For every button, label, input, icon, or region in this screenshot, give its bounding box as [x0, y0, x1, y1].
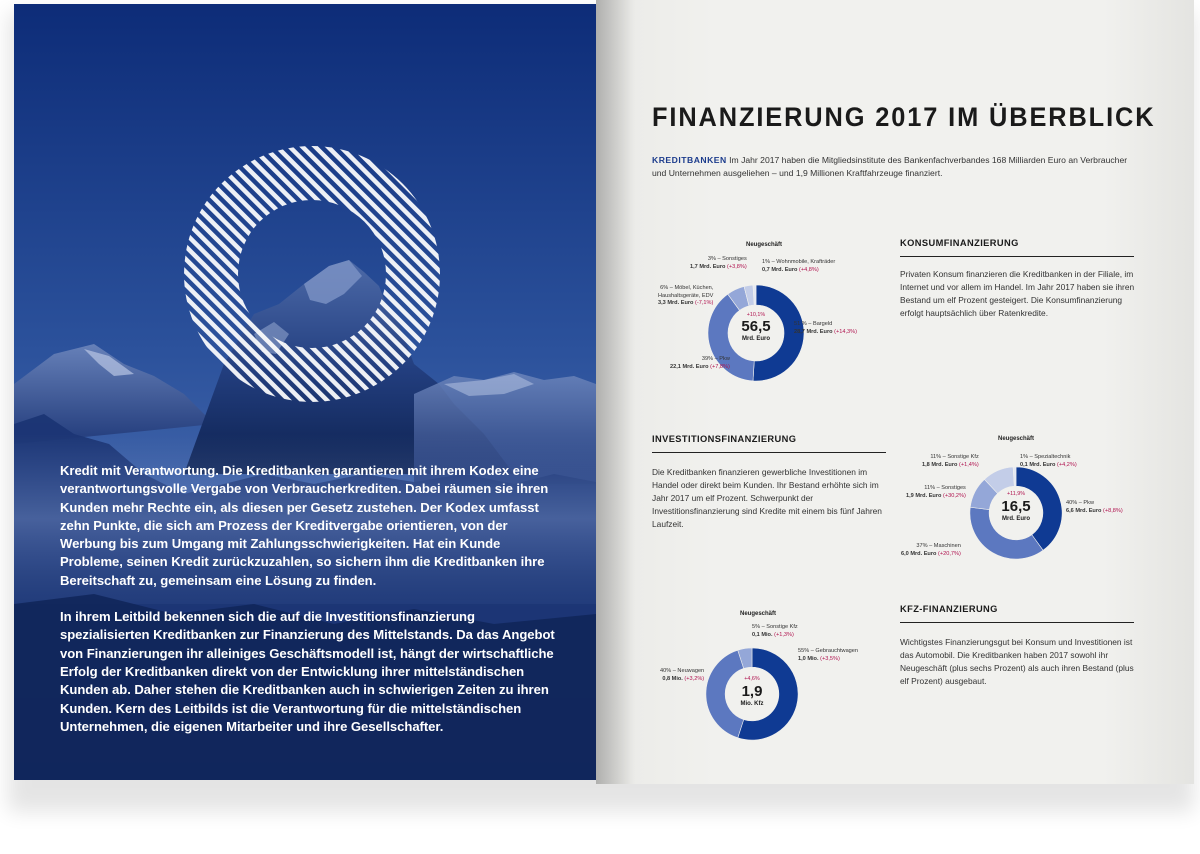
- intro-keyword: KREDITBANKEN: [652, 155, 727, 165]
- paragraph-leitbild: In ihrem Leitbild bekennen sich die auf die Investitionsfinanzierung spezialisierten Kreditbanken zur Finanzierung des Mittelstands. Da das Angebot von Finanzierungen ihr alleiniges Geschäftsmodell ist, hängt der wirtschaftliche Erfolg der Kreditbanken direkt von der Entwicklung ihrer mittelständischen Kunden ab. Daher stehen die Kreditbanken auch in schwierigen Zeiten zu ihren Kunden. Kern des Leitbilds ist die Verantwortung für die mittelständischen Unternehmen, die eigenen Mitarbeiter und ihre Gesellschafter.: [60, 609, 555, 734]
- chart-invest-title: Neugeschäft: [998, 436, 1035, 442]
- rule-invest: [652, 452, 886, 453]
- rule-kfz: [900, 622, 1134, 623]
- heading-investitionsfinanzierung: INVESTITIONSFINANZIERUNG: [652, 434, 797, 444]
- chart-kfz-unit: Mio. Kfz: [740, 701, 764, 707]
- label-spezialtechnik: 1% – Spezialtechnik 0,1 Mrd. Euro (+4,2%): [1020, 454, 1077, 468]
- label-sonstige-kfz: 11% – Sonstige Kfz 1,8 Mrd. Euro (+1,4%): [922, 454, 979, 468]
- label-maschinen: 37% – Maschinen 6,0 Mrd. Euro (+20,7%): [901, 543, 961, 557]
- left-page: [14, 4, 596, 780]
- intro-text: Im Jahr 2017 haben die Mitgliedsinstitute des Bankenfachverbandes 168 Milliarden Euro an Verbraucher und Unternehmen ausgeliehen – und 1,9 Millionen Kraftfahrzeuge finanziert.: [652, 155, 1128, 178]
- paragraph-kodex: Kredit mit Verantwortung. Die Kreditbanken garantieren mit ihrem Kodex eine verantwortungsvolle Vergabe von Verbraucherkrediten. Dabei räumen sie ihren Kunden mehr Rechte ein, als diesen per Gesetz zustehen. Der Kodex umfasst zehn Punkte, die sich am Prozess der Kreditvergabe orientieren, von der Werbung bis zum Umgang mit Zahlungsschwierigkeiten. Hat ein Kunde Probleme, seinen Kredit zurückzuzahlen, so sichern ihm die Kreditbanken ihre Bereitschaft zu, gemeinsam eine Lösung zu finden.: [60, 463, 549, 588]
- label-moebel: 6% – Möbel, Küchen, Haushaltsgeräte, EDV 3,3 Mrd. Euro (-7,1%): [658, 285, 714, 306]
- label-bargeld: 51 % – Bargeld 28,7 Mrd. Euro (+14,3%): [794, 321, 857, 335]
- heading-kfz-finanzierung: KFZ-FINANZIERUNG: [900, 604, 998, 614]
- heading-konsumfinanzierung: KONSUMFINANZIERUNG: [900, 238, 1019, 248]
- chart-invest-unit: Mrd. Euro: [1002, 516, 1030, 522]
- page-title: FINANZIERUNG 2017 IM ÜBERBLICK: [652, 102, 1156, 132]
- text-investitionsfinanzierung: Die Kreditbanken finanzieren gewerbliche Investitionen im Handel oder direkt beim Kunden. Ihr Bestand erhöhte sich im Jahr 2017 um elf Prozent. Schwerpunkt der Investitionsfinanzierung sind Kredite mit einem bis fünf Jahren Laufzeit.: [652, 467, 882, 529]
- label-gebrauchtwagen: 55% – Gebrauchtwagen 1,0 Mio. (+3,5%): [798, 648, 859, 662]
- chart-kfz-total: 1,9: [741, 683, 763, 700]
- chart-kfz-growth: +4,6%: [744, 676, 760, 682]
- chart-konsum-title: Neugeschäft: [746, 242, 783, 248]
- label-kfz-sonstige: 5% – Sonstige Kfz 0,1 Mio. (+1,3%): [752, 624, 798, 638]
- label-sonstiges: 3% – Sonstiges 1,7 Mrd. Euro (+3,8%): [690, 256, 747, 270]
- label-invest-pkw: 40% – Pkw 6,6 Mrd. Euro (+8,8%): [1066, 500, 1123, 514]
- chart-konsum-unit: Mrd. Euro: [742, 336, 770, 342]
- chart-konsum-growth: +10,1%: [746, 312, 766, 318]
- intro-paragraph: [652, 154, 1138, 180]
- label-wohnmobile: 1% – Wohnmobile, Krafträder 0,7 Mrd. Euro (+4,8%): [762, 259, 836, 273]
- chart-invest-total: 16,5: [1001, 498, 1031, 515]
- rule-konsum: [900, 256, 1134, 257]
- label-pkw: 39% – Pkw 22,1 Mrd. Euro (+7,8%): [670, 356, 730, 370]
- donut-slice: [970, 507, 1043, 559]
- label-neuwagen: 40% – Neuwagen 0,8 Mio. (+3,2%): [660, 668, 705, 682]
- chart-konsum-total: 56,5: [741, 318, 771, 335]
- left-body-text: [60, 462, 565, 754]
- text-konsumfinanzierung: Privaten Konsum finanzieren die Kreditbanken in der Filiale, im Internet und vor allem im Handel. Im Jahr 2017 haben sie ihren Bestand um elf Prozent gesteigert. Die Konsumfinanzierung erfolgt hauptsächlich über Ratenkredite.: [900, 269, 1135, 318]
- right-page: [596, 0, 1194, 784]
- chart-invest-growth: +11,9%: [1006, 491, 1026, 497]
- text-kfz-finanzierung: Wichtigstes Finanzierungsgut bei Konsum und Investitionen ist das Automobil. Die Kreditbanken haben 2017 sowohl ihr Neugeschäft (plus sechs Prozent) als auch ihren Bestand (plus elf Prozent) ausgebaut.: [900, 637, 1134, 686]
- gutter-shade: [596, 0, 636, 784]
- chart-kfz-title: Neugeschäft: [740, 611, 777, 617]
- label-invest-sonstiges: 11% – Sonstiges 1,9 Mrd. Euro (+30,2%): [906, 485, 966, 499]
- circle-graphic: [182, 144, 442, 404]
